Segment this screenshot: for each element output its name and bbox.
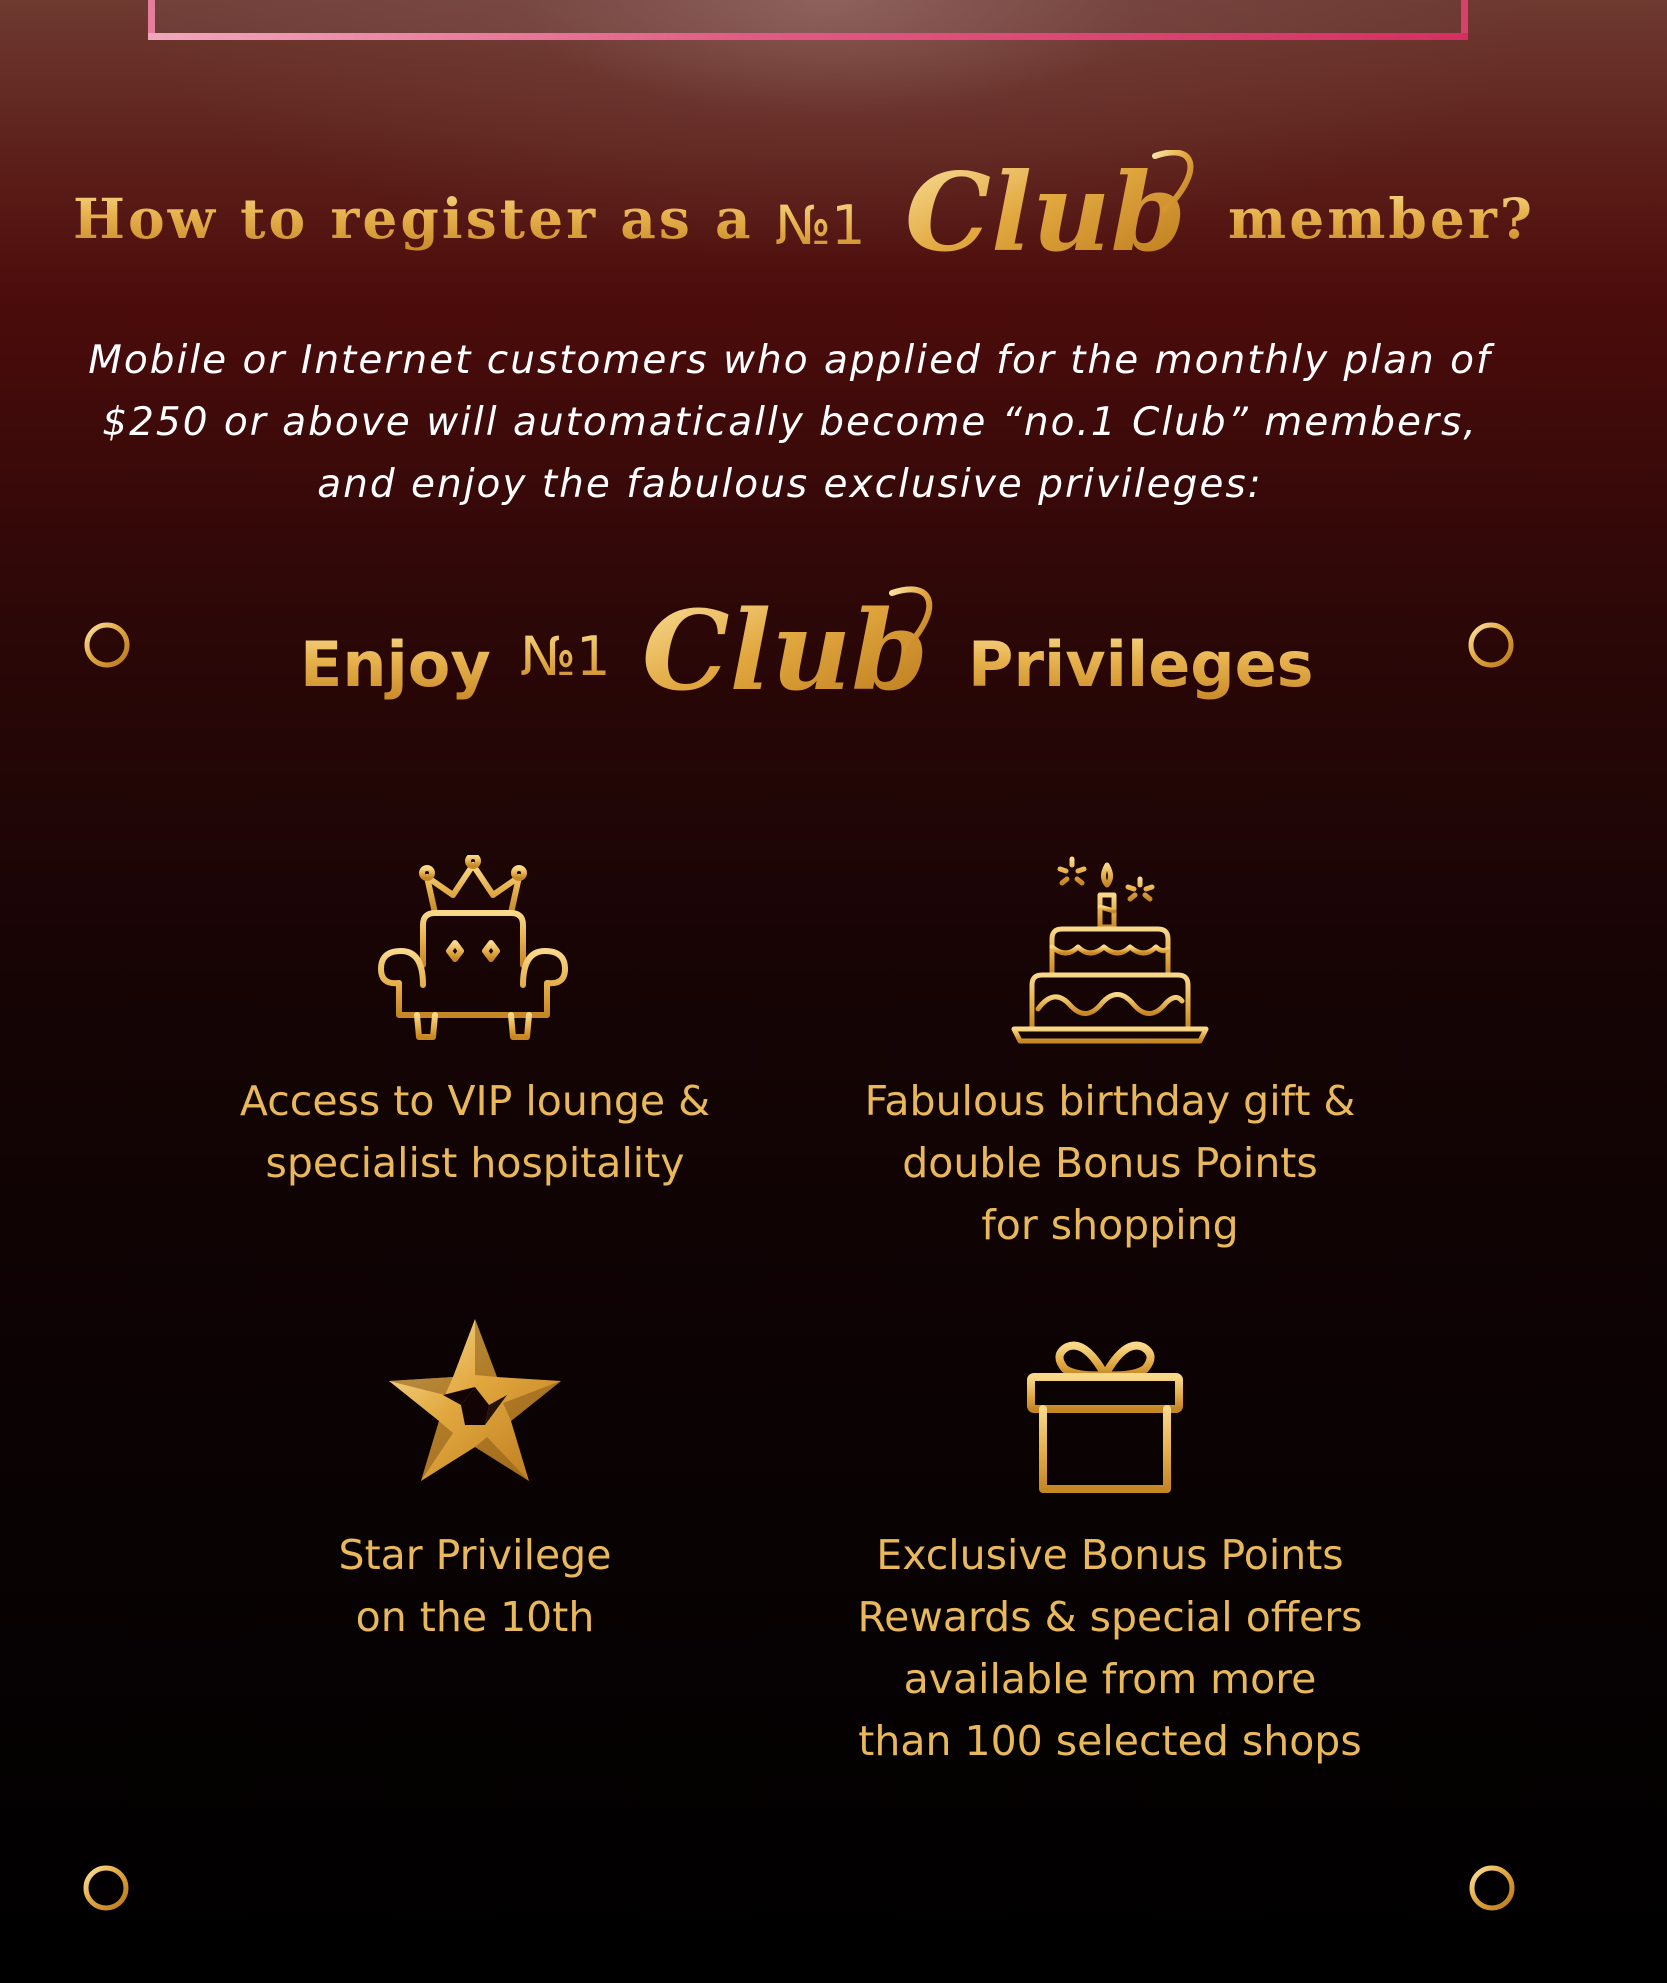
benefit-birthday	[830, 1070, 1390, 1256]
benefit-line: available from more	[903, 1655, 1317, 1703]
benefit-text	[195, 1524, 755, 1648]
benefit-star-privilege	[195, 1524, 755, 1648]
benefit-line: for shopping	[981, 1201, 1239, 1249]
benefit-text	[830, 1524, 1390, 1772]
birthday-cake-icon	[1010, 855, 1210, 1045]
vip-armchair-crown-icon	[375, 855, 575, 1045]
intro-line: and enjoy the fabulous exclusive privileges:	[317, 462, 1263, 507]
benefit-line: specialist hospitality	[265, 1139, 685, 1187]
benefit-line: Star Privilege	[338, 1531, 612, 1579]
benefit-bonus-points	[830, 1524, 1390, 1772]
benefit-vip-lounge	[195, 1070, 755, 1194]
benefit-line: Fabulous birthday gift &	[864, 1077, 1356, 1125]
privileges-heading-suffix: Privileges	[968, 628, 1314, 701]
register-heading-suffix: member?	[1228, 186, 1536, 251]
intro-line: Mobile or Internet customers who applied for the monthly plan of	[88, 338, 1492, 383]
logo-numero: №1	[775, 194, 866, 257]
logo-script: Club	[642, 586, 929, 715]
benefit-line: Access to VIP lounge &	[239, 1077, 711, 1125]
register-heading-prefix: How to register as a	[73, 186, 754, 251]
benefit-line: than 100 selected shops	[858, 1717, 1362, 1765]
gift-box-icon	[1025, 1335, 1185, 1495]
benefit-line: on the 10th	[355, 1593, 595, 1641]
benefit-line: double Bonus Points	[902, 1139, 1318, 1187]
benefit-line: Rewards & special offers	[857, 1593, 1363, 1641]
privileges-heading-prefix: Enjoy	[300, 628, 491, 701]
benefit-text	[195, 1070, 755, 1194]
star-icon	[385, 1315, 565, 1485]
logo-script: Club	[905, 150, 1187, 276]
logo-numero: №1	[520, 625, 611, 688]
intro-line: $250 or above will automatically become “no.1 Club” members,	[102, 400, 1478, 445]
benefit-line: Exclusive Bonus Points	[876, 1531, 1344, 1579]
benefit-text	[830, 1070, 1390, 1256]
privileges-club-logo	[520, 585, 960, 720]
